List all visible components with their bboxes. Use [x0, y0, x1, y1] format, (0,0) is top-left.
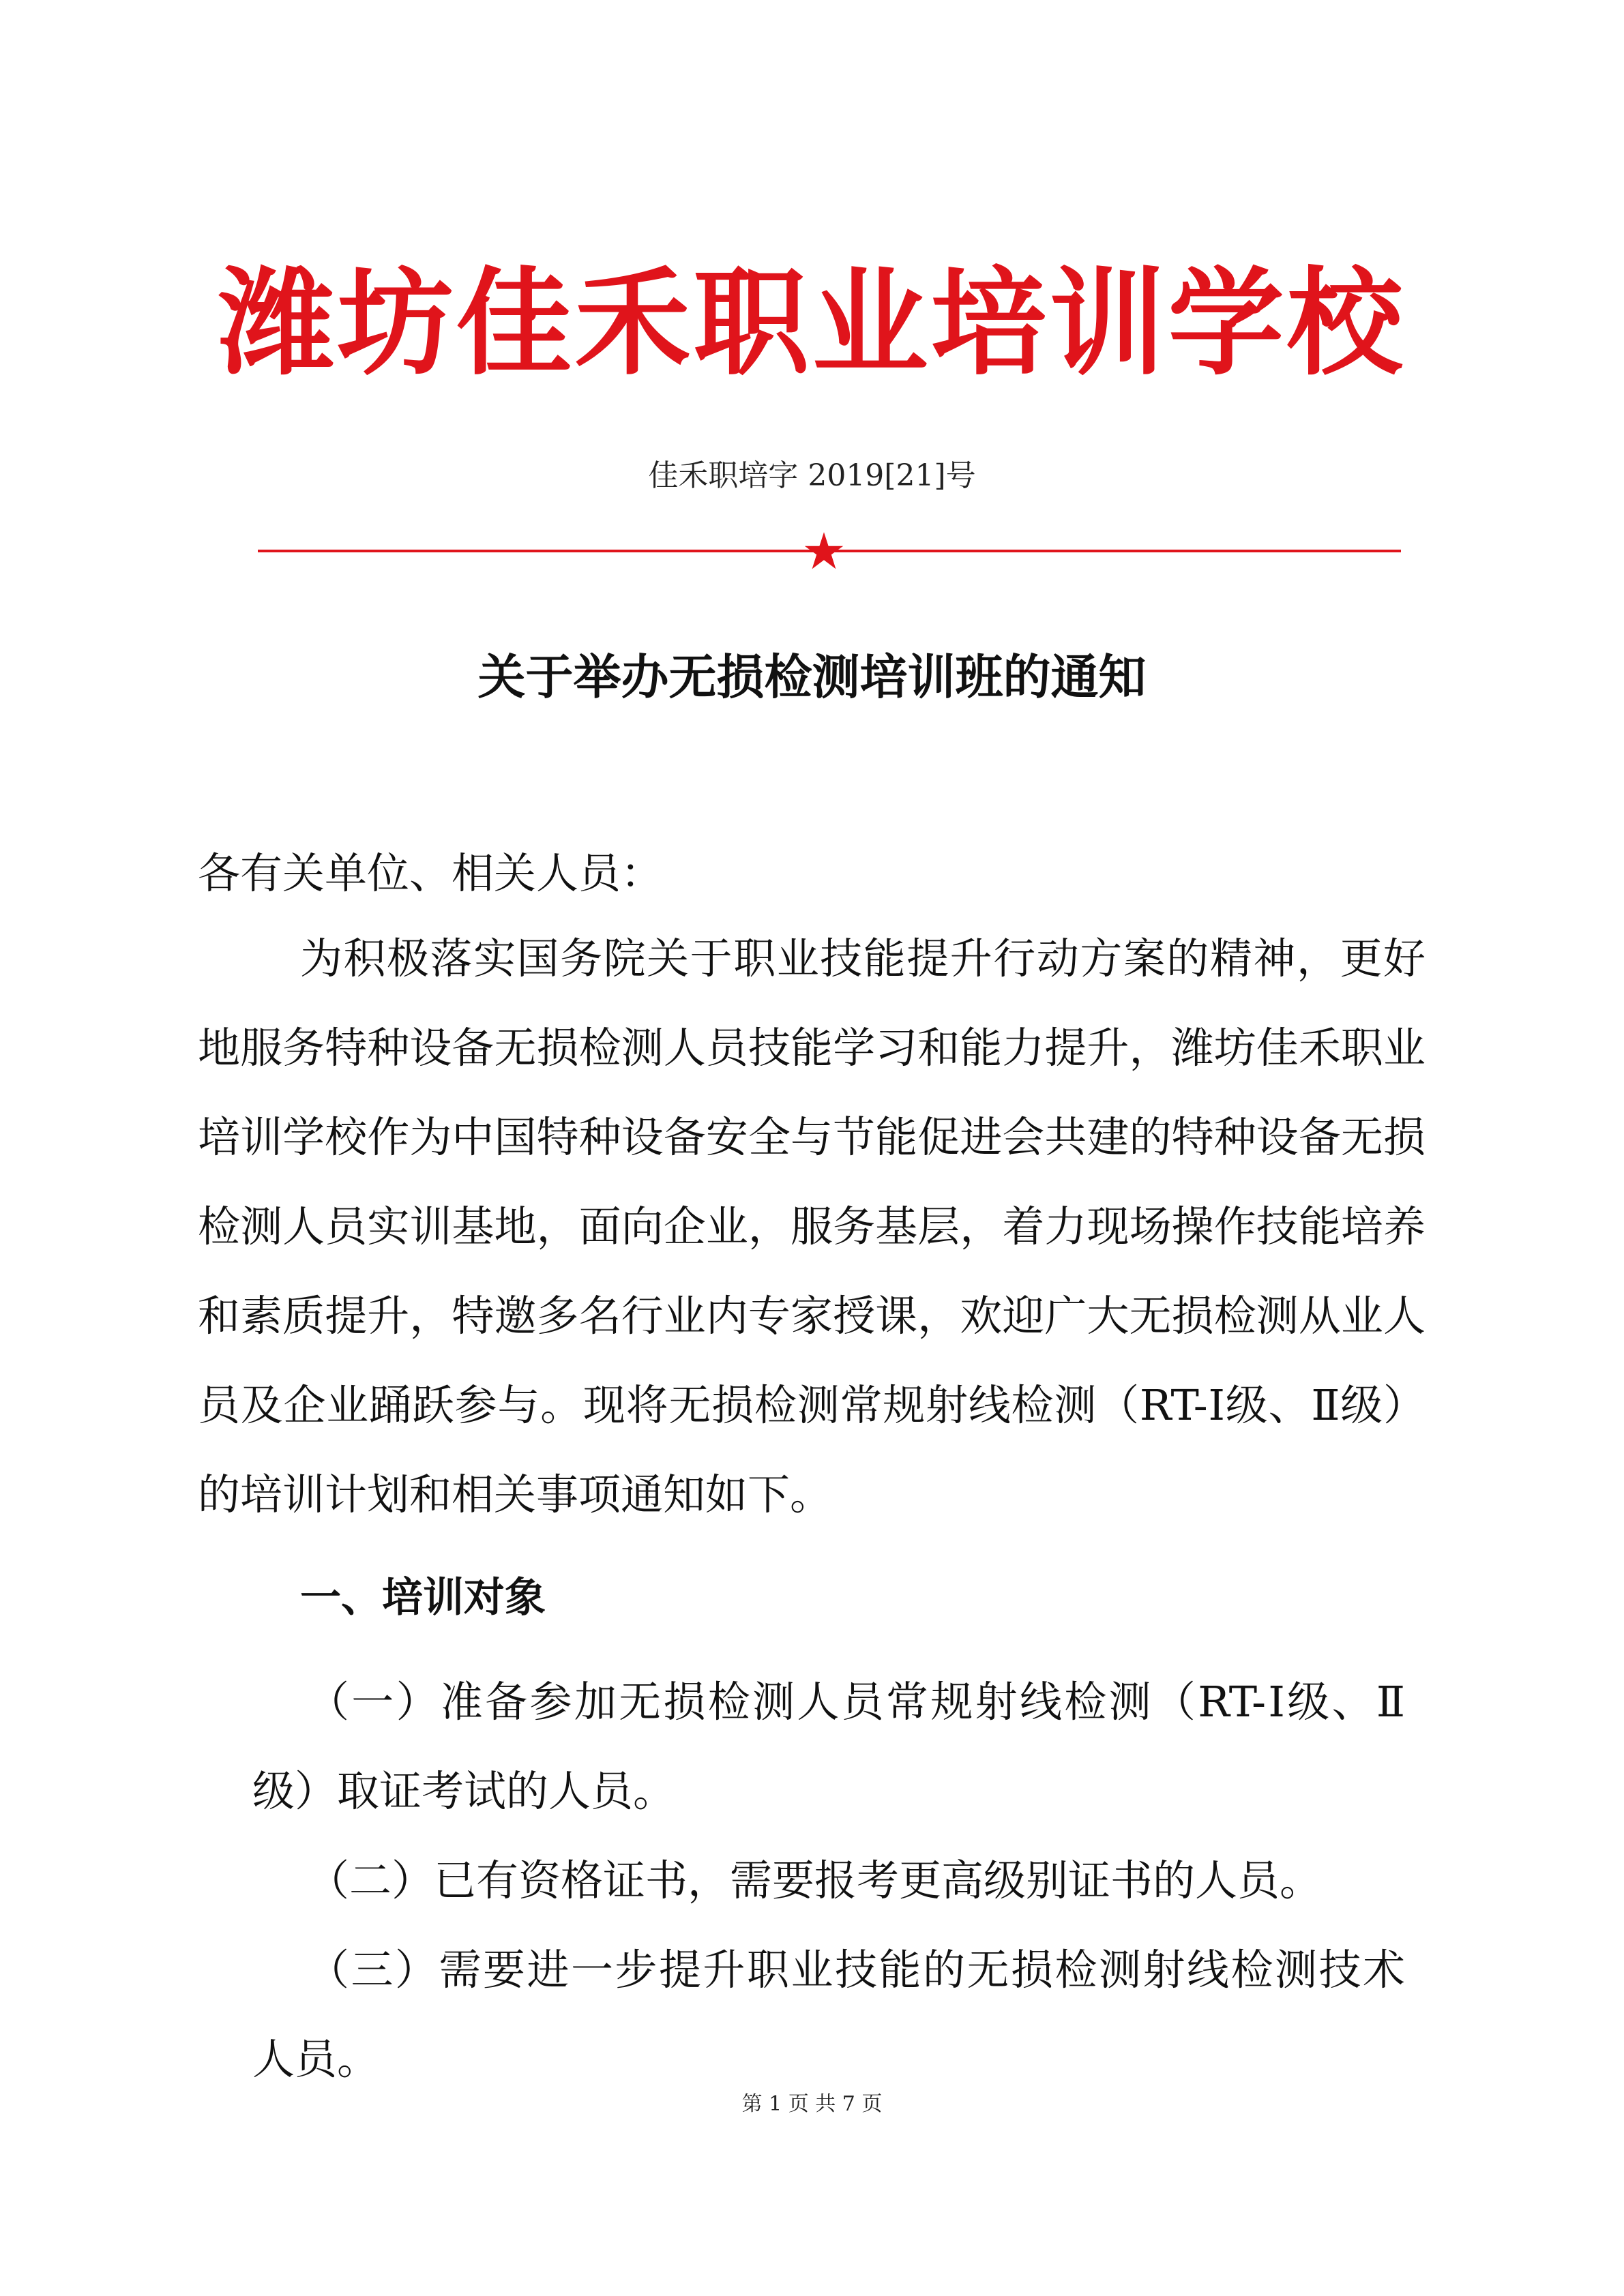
- salutation: 各有关单位、相关人员：: [198, 848, 664, 898]
- section-heading-training-targets: 一、培训对象: [300, 1574, 546, 1622]
- star-icon: [803, 531, 844, 571]
- document-number: 佳禾职培字 2019[21]号: [648, 458, 976, 493]
- list-item: （一）准备参加无损检测人员常规射线检测（RT-Ⅰ级、Ⅱ级）取证考试的人员。: [252, 1677, 1405, 1816]
- notice-title: 关于举办无损检测培训班的通知: [477, 648, 1147, 705]
- list-item: （二）已有资格证书，需要报考更高级别证书的人员。: [307, 1855, 1323, 1905]
- list-item: （三）需要进一步提升职业技能的无损检测射线检测技术人员。: [252, 1945, 1405, 2084]
- page-number-footer: 第 1 页 共 7 页: [741, 2092, 883, 2116]
- school-masthead: 潍坊佳禾职业培训学校: [218, 256, 1406, 391]
- intro-paragraph: 为积极落实国务院关于职业技能提升行动方案的精神，更好地服务特种设备无损检测人员技能学习和能力提升，潍坊佳禾职业培训学校作为中国特种设备安全与节能促进会共建的特种设备无损检测人员实训基地，面向企业，服务基层，着力现场操作技能培养和素质提升，特邀多名行业内专家授课，欢迎广大无损检测从业人员及企业踊跃参与。现将无损检测常规射线检测（RT-Ⅰ级、Ⅱ级）的培训计划和相关事项通知如下。: [198, 934, 1426, 1519]
